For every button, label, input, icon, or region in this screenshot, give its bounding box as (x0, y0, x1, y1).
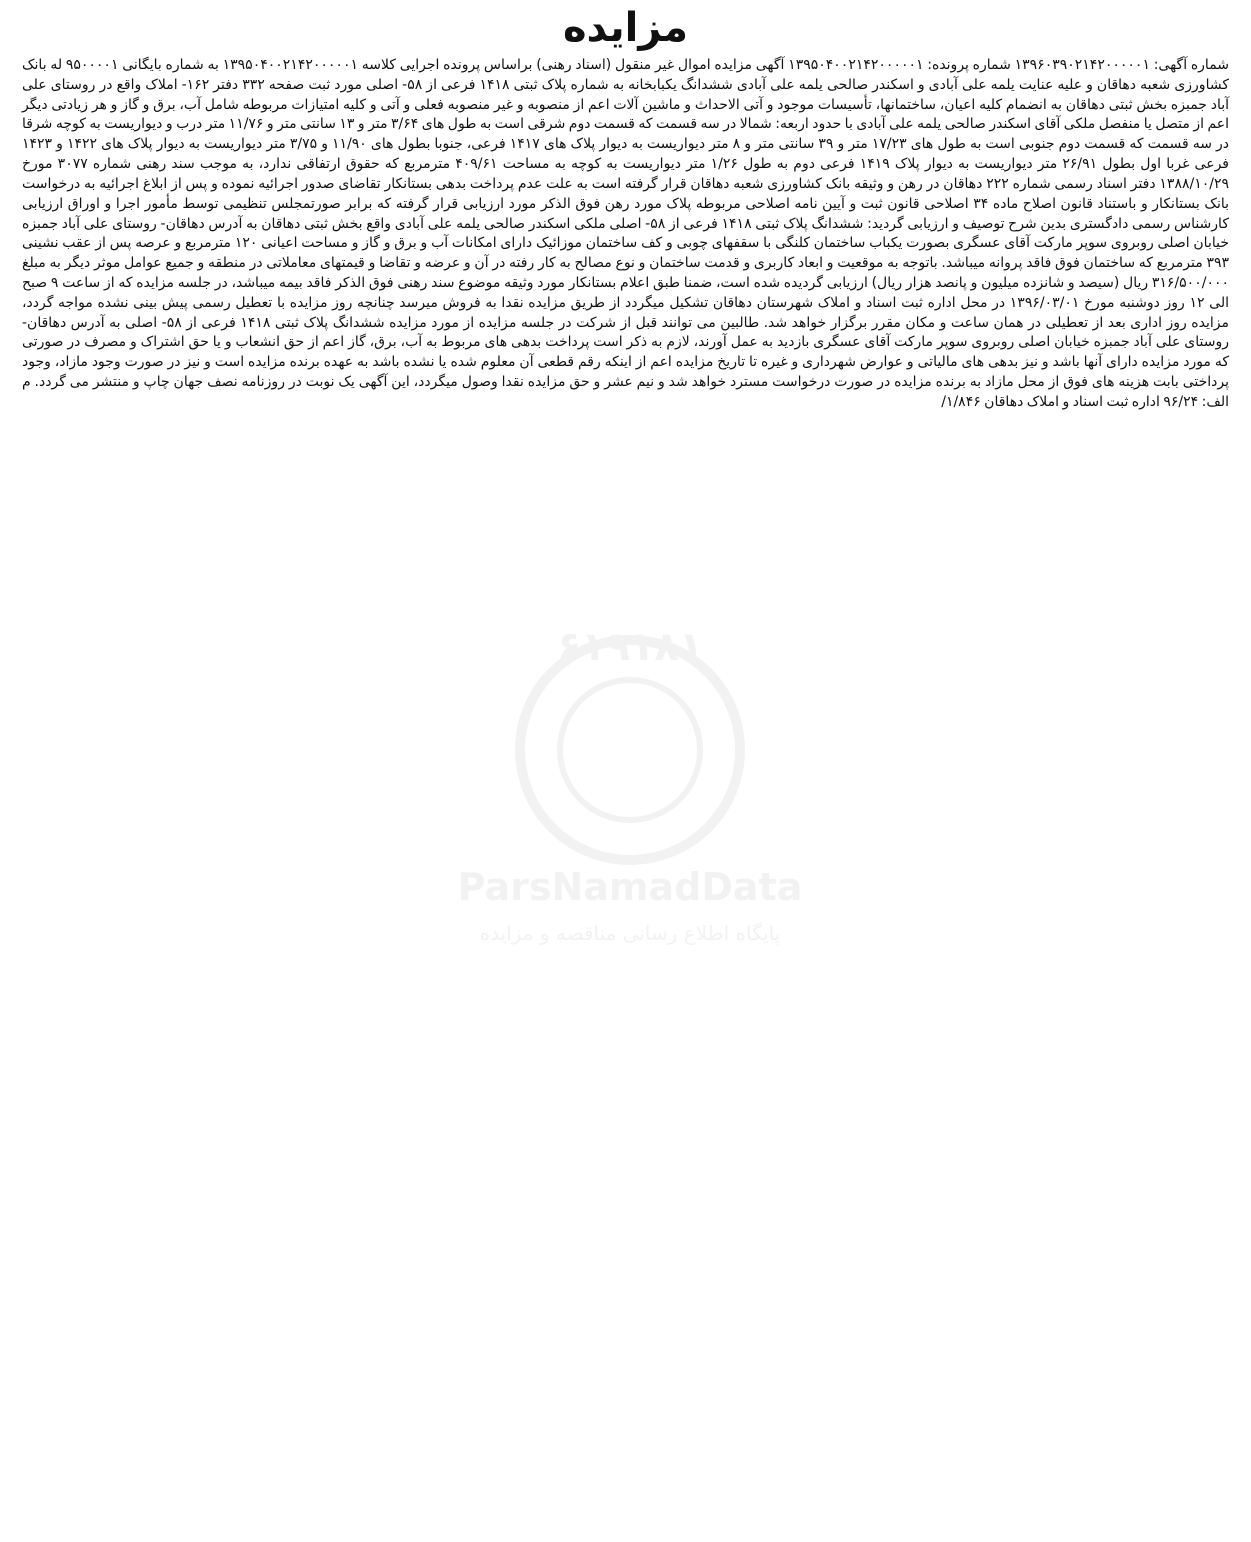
watermark-caption-text: پایگاه اطلاع رسانی مناقصه و مزایده (479, 921, 781, 945)
notice-title: مزایده (562, 5, 689, 51)
auction-notice (22, 0, 1229, 1542)
watermark-brand-text: ParsNamadData (457, 865, 803, 909)
notice-body: شماره آگهی: ۱۳۹۶۰۳۹۰۲۱۴۲۰۰۰۰۰۱ شماره پرونده: ۱۳۹۵۰۴۰۰۲۱۴۲۰۰۰۰۰۱ آگهی مزایده اموال غیر منقول (اسناد رهنی) براساس پرونده اجرایی کلاسه ۱۳۹۵۰۴۰۰۲۱۴۲۰۰۰۰۰۱ به شماره بایگانی ۹۵۰۰۰۰۱ له بانک کشاورزی شعبه دهاقان و علیه عنایت یلمه علی آبادی و اسکندر صالحی یلمه علی آبادی ششدانگ یکبابخانه به شماره پلاک ثبتی ۱۴۱۸ فرعی از ۵۸- اصلی مورد ثبت صفحه ۳۳۲ دفتر ۱۶۲- املاک واقع در روستای علی آباد جمبزه بخش ثبتی دهاقان به انضمام کلیه اعیان، ساختمانها، تأسیسات موجود و آتی الاحداث و ماشین آلات اعم از منصوبه و غیر منصوبه فعلی و آتی و کلیه امتیازات مربوطه شامل آب، برق و گاز و هر زیادتی دیگر اعم از متصل یا منفصل ملکی آقای اسکندر صالحی یلمه علی آبادی با حدود اربعه: شمالا در سه قسمت که قسمت دوم شرقی است به طول های ۳/۶۴ متر و ۱۳ سانتی متر و ۱۱/۷۶ متر درب و دیواریست به کوچه شرقا در سه قسمت که قسمت دوم جنوبی است به طول های ۱۷/۲۳ متر و ۳۹ سانتی متر و ۸ متر دیواریست به دیوار پلاک های ۱۴۱۷ فرعی، جنوبا بطول های ۱۱/۹۰ و ۳/۷۵ متر دیواریست به دیوار پلاک های ۱۴۲۲ و ۱۴۲۳ فرعی غربا اول بطول ۲۶/۹۱ متر دیواریست به دیوار پلاک ۱۴۱۹ فرعی دوم به طول ۱/۲۶ متر دیواریست به کوچه به مساحت ۴۰۹/۶۱ مترمربع که حقوق ارتفاقی ندارد، به موجب سند رهنی شماره ۳۰۷۷ مورخ ۱۳۸۸/۱۰/۲۹ دفتر اسناد رسمی شماره ۲۲۲ دهاقان در رهن و وثیقه بانک کشاورزی شعبه دهاقان قرار گرفته است به علت عدم پرداخت بدهی بستانکار تقاضای صدور اجرائیه نموده و پس از ابلاغ اجرائیه به درخواست بانک بستانکار و باستناد قانون اصلاح ماده ۳۴ اصلاحی قانون ثبت و آیین نامه اصلاحی مربوطه پلاک مورد رهن فوق الذکر مورد ارزیابی قرار گرفته که برابر صورتمجلس تنظیمی توسط مأمور اجرا و اوراق ارزیابی کارشناس رسمی دادگستری بدین شرح توصیف و ارزیابی گردید: ششدانگ پلاک ثبتی ۱۴۱۸ فرعی از ۵۸- اصلی ملکی اسکندر صالحی یلمه علی آبادی واقع بخش ثبتی دهاقان به آدرس دهاقان- روستای علی آباد جمبزه خیابان اصلی روبروی سوپر مارکت آقای عسگری بصورت یکباب ساختمان کلنگی با سقفهای چوبی و کف ساختمان موزائیک دارای امکانات آب و برق و گاز و مساحت اعیانی ۱۲۰ مترمربع و عرصه پس از عقب نشینی ۳۹۳ مترمربع که ساختمان فوق فاقد پروانه میباشد. باتوجه به موقعیت و ابعاد کاربری و قدمت ساختمان و نوع مصالح به کار رفته در آن و عرضه و تقاضا و قیمتهای معاملاتی در منطقه و جمیع عوامل موثر دیگر به مبلغ ۳۱۶/۵۰۰/۰۰۰ ریال (سیصد و شانزده میلیون و پانصد هزار ریال) ارزیابی گردیده شده است، ضمنا طبق اعلام بستانکار مورد وثیقه موضوع سند رهنی فوق الذکر فاقد بیمه میباشد، در جلسه مزایده که از ساعت ۹ صبح الی ۱۲ روز دوشنبه مورخ ۱۳۹۶/۰۳/۰۱ در محل اداره ثبت اسناد و املاک شهرستان دهاقان تشکیل میگردد از طریق مزایده نقدا به فروش میرسد چنانچه روز مزایده با تعطیل رسمی پیش بینی نشده مواجه گردد، مزایده روز اداری بعد از تعطیلی در همان ساعت و مکان مقرر برگزار خواهد شد. طالبین می توانند قبل از شرکت در جلسه مزایده از مورد مزایده ششدانگ پلاک ثبتی ۱۴۱۸ فرعی از ۵۸- اصلی به آدرس دهاقان- روستای علی آباد جمبزه خیابان اصلی روبروی سوپر مارکت آقای عسگری بازدید به عمل آورند، لازم به ذکر است پرداخت بدهی های مربوط به آب، برق، گاز اعم از حق انشعاب و یا حق اشتراک و مصرف در صورتی که مورد مزایده دارای آنها باشد و نیز بدهی های مالیاتی و عوارض شهرداری و غیره تا تاریخ مزایده اعم از اینکه رقم قطعی آن معلوم شده یا نشده باشد به عهده برنده مزایده است و نیز در صورت وجود مازاد، وجود پرداختی بابت هزینه های فوق از محل مازاد به برنده مزایده در صورت درخواست مسترد خواهد شد و نیم عشر و حق مزایده نقدا وصول میگردد، این آگهی یک نوبت در روزنامه نصف جهان چاپ و منتشر می گردد. م الف: ۹۶/۲۴ اداره ثبت اسناد و املاک دهاقان ۱/۸۴۶/ (22, 57, 1230, 410)
watermark-number-text: ۶۱۹۱۸۱ (556, 624, 704, 670)
